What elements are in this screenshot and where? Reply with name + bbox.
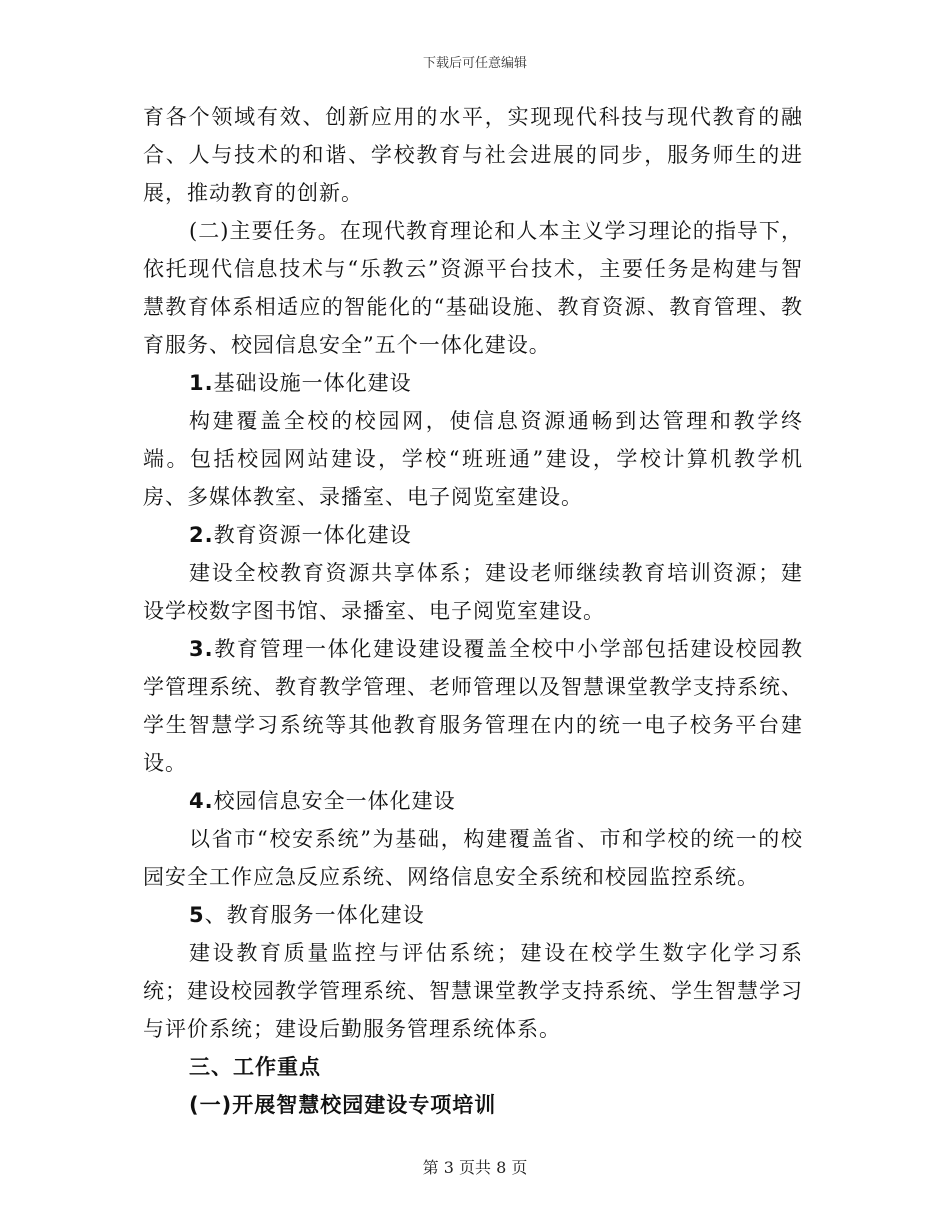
heading-number: 1. xyxy=(189,371,214,395)
heading-number: 5 xyxy=(189,903,205,927)
heading-text: 基础设施一体化建设 xyxy=(213,371,412,395)
section-heading-work-focus: 三、工作重点 xyxy=(189,1055,321,1079)
heading-resources xyxy=(143,516,803,554)
heading-text: 教育资源一体化建设 xyxy=(213,523,412,547)
heading-text: 、教育服务一体化建设 xyxy=(204,903,425,927)
paragraph-services: 建设教育质量监控与评估系统；建设在校学生数字化学习系统；建设校园教学管理系统、智慧课堂教学支持系统、学生智慧学习与评价系统；建设后勤服务管理系统体系。 xyxy=(143,941,803,1041)
paragraph-continuation: 育各个领域有效、创新应用的水平，实现现代科技与现代教育的融合、人与技术的和谐、学校教育与社会进展的同步，服务师生的进展，推动教育的创新。 xyxy=(143,105,803,205)
heading-number: 2. xyxy=(189,523,214,547)
heading-services xyxy=(143,896,803,934)
page-footer: 第 3 页共 8 页 xyxy=(422,1158,528,1177)
heading-number: 3. xyxy=(189,637,214,661)
paragraph-security: 以省市“校安系统”为基础，构建覆盖省、市和学校的统一的校园安全工作应急反应系统、网络信息安全系统和校园监控系统。 xyxy=(143,827,803,889)
document-body xyxy=(143,98,803,1124)
paragraph-management xyxy=(143,630,803,782)
paragraph-main-tasks: (二)主要任务。在现代教育理论和人本主义学习理论的指导下，依托现代信息技术与“乐教云”资源平台技术，主要任务是构建与智慧教育体系相适应的智能化的“基础设施、教育资源、教育管理、教育服务、校园信息安全”五个一体化建设。 xyxy=(143,219,803,357)
paragraph-infrastructure: 构建覆盖全校的校园网，使信息资源通畅到达管理和教学终端。包括校园网站建设，学校“班班通”建设，学校计算机教学机房、多媒体教室、录播室、电子阅览室建设。 xyxy=(143,409,803,509)
paragraph-text: 教育管理一体化建设建设覆盖全校中小学部包括建设校园教学管理系统、教育教学管理、老师管理以及智慧课堂教学支持系统、学生智慧学习系统等其他教育服务管理在内的统一电子校务平台建设。 xyxy=(143,637,803,775)
subsection-heading-training: (一)开展智慧校园建设专项培训 xyxy=(189,1093,497,1117)
heading-security xyxy=(143,782,803,820)
heading-text: 校园信息安全一体化建设 xyxy=(213,789,456,813)
header-note: 下载后可任意编辑 xyxy=(422,56,527,71)
paragraph-resources: 建设全校教育资源共享体系；建设老师继续教育培训资源；建设学校数字图书馆、录播室、电子阅览室建设。 xyxy=(143,561,803,623)
heading-infrastructure xyxy=(143,364,803,402)
heading-number: 4. xyxy=(189,789,214,813)
